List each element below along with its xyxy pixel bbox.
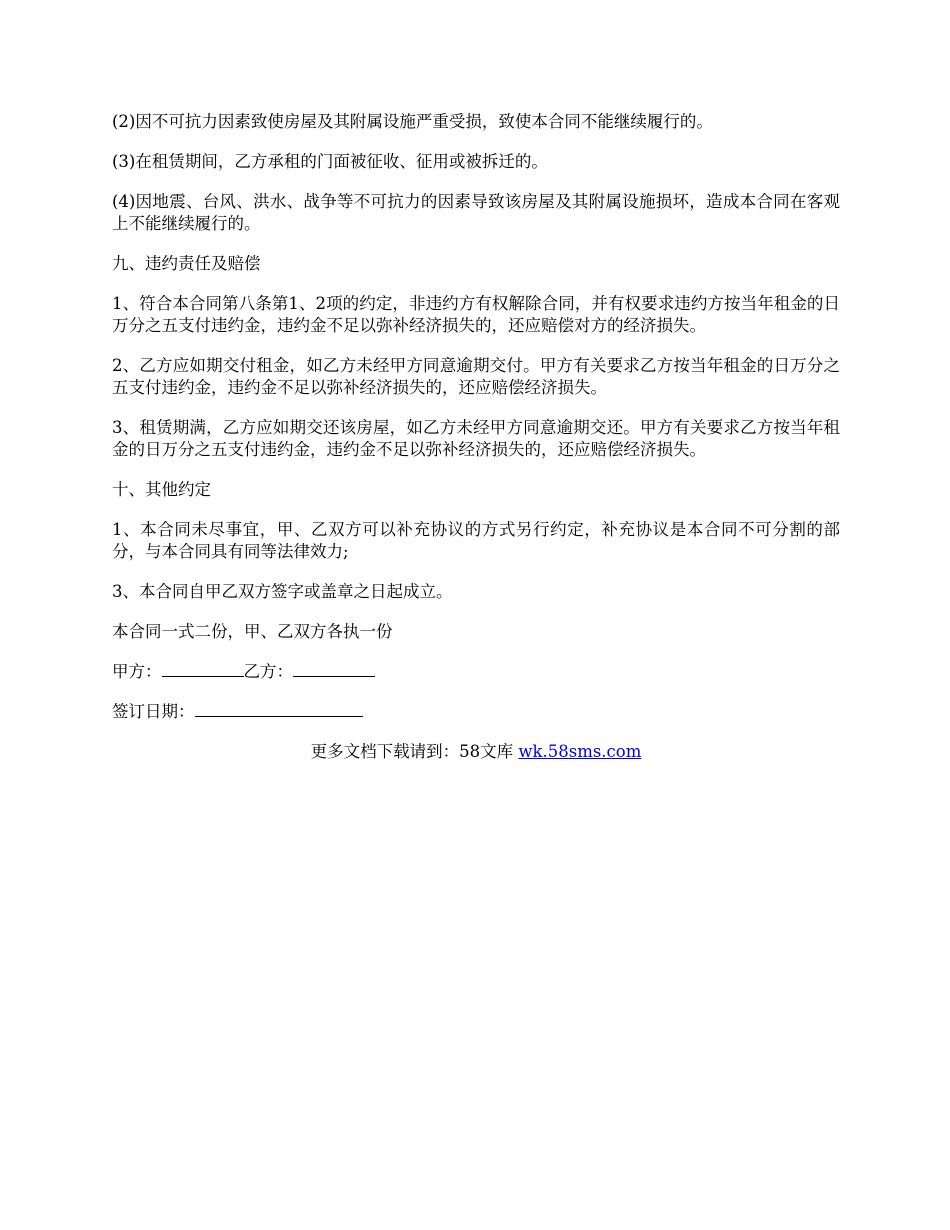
party-b-signature-line: [293, 674, 375, 677]
footer: [112, 741, 840, 763]
other-clause-1: 1、本合同未尽事宜，甲、乙双方可以补充协议的方式另行约定，补充协议是本合同不可分割的部分，与本合同具有同等法律效力;: [112, 520, 840, 561]
other-clause-3: 3、本合同自甲乙双方签字或盖章之日起成立。: [112, 582, 453, 601]
party-a-label: 甲方：: [112, 662, 162, 681]
breach-clause-3: 3、租赁期满，乙方应如期交还该房屋，如乙方未经甲方同意逾期交还。甲方有关要求乙方按当年租金的日万分之五支付违约金，违约金不足以弥补经济损失的，还应赔偿经济损失。: [112, 418, 840, 459]
breach-clause-2: 2、乙方应如期交付租金，如乙方未经甲方同意逾期交付。甲方有关要求乙方按当年租金的日万分之五支付违约金，违约金不足以弥补经济损失的，还应赔偿经济损失。: [112, 356, 840, 397]
signature-row: [112, 661, 840, 683]
section-heading-other: 十、其他约定: [112, 480, 211, 499]
copies-statement: 本合同一式二份，甲、乙双方各执一份: [112, 622, 393, 641]
footer-link[interactable]: wk.58sms.com: [518, 742, 642, 761]
document-page: [112, 111, 840, 763]
party-b-label: 乙方：: [243, 662, 293, 681]
clause-expropriation: (3)在租赁期间，乙方承租的门面被征收、征用或被拆迁的。: [112, 152, 548, 171]
breach-clause-1: 1、符合本合同第八条第1、2项的约定，非违约方有权解除合同，并有权要求违约方按当年租金的日万分之五支付违约金，违约金不足以弥补经济损失的，还应赔偿对方的经济损失。: [112, 294, 840, 335]
signing-date-label: 签订日期：: [112, 702, 195, 721]
signing-date-row: [112, 701, 840, 723]
section-heading-breach: 九、违约责任及赔偿: [112, 254, 261, 273]
clause-natural-disaster: (4)因地震、台风、洪水、战争等不可抗力的因素导致该房屋及其附属设施损坏，造成本合同在客观上不能继续履行的。: [112, 192, 840, 233]
party-a-signature-line: [162, 674, 244, 677]
clause-force-majeure-damage: (2)因不可抗力因素致使房屋及其附属设施严重受损，致使本合同不能继续履行的。: [112, 112, 713, 131]
footer-text: 更多文档下载请到：58文库: [310, 742, 519, 761]
signing-date-line: [195, 714, 363, 717]
